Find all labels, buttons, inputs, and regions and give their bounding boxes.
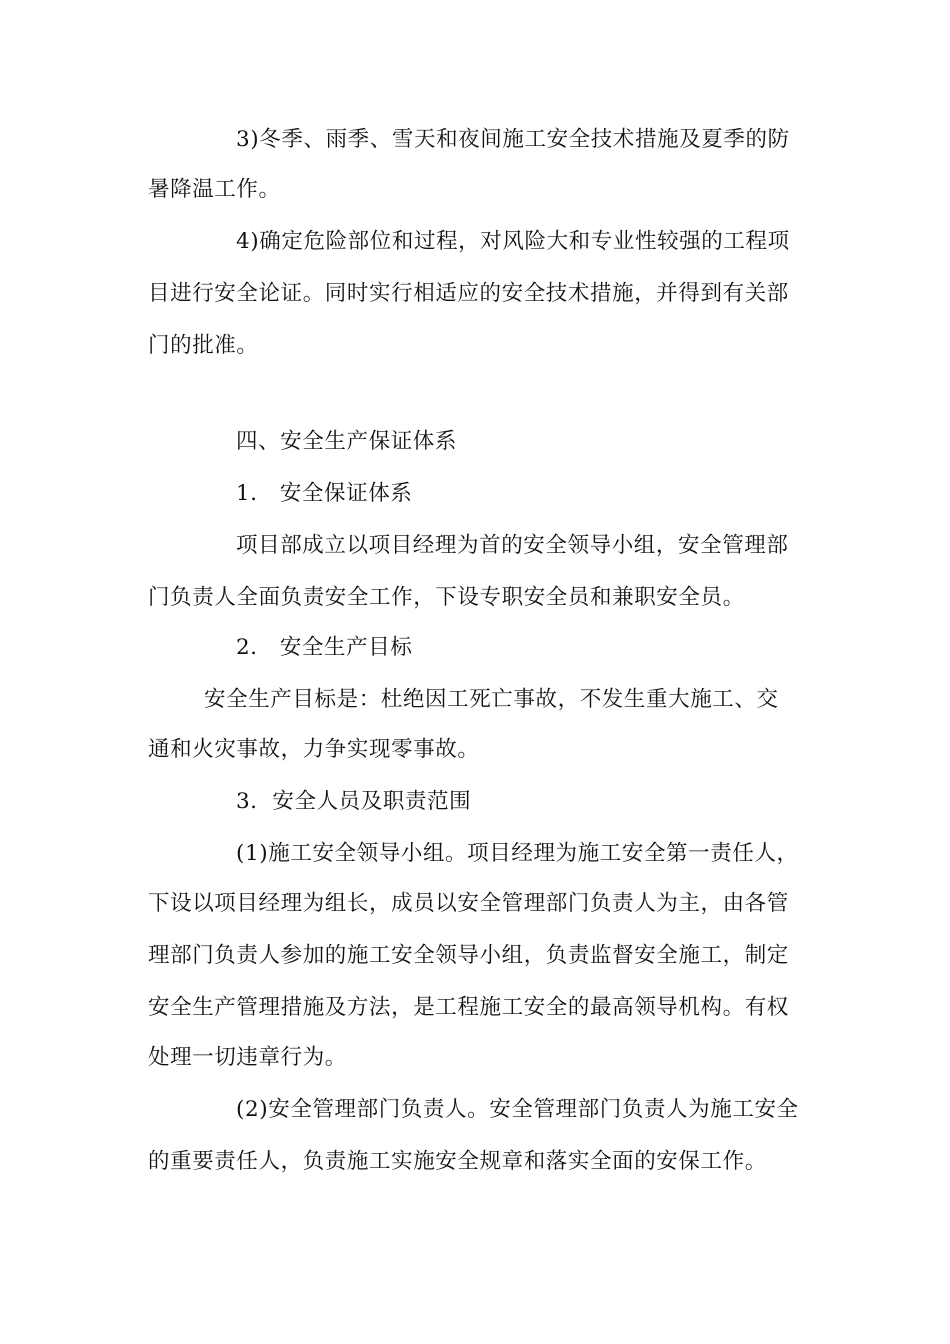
paragraph-line: (1)施工安全领导小组。项目经理为施工安全第一责任人，	[236, 841, 799, 866]
paragraph-line: 安全生产管理措施及方法，是工程施工安全的最高领导机构。有权	[148, 995, 789, 1020]
paragraph-line: 通和火灾事故，力争实现零事故。	[148, 737, 480, 762]
subsection-heading: 1． 安全保证体系	[236, 481, 413, 506]
paragraph-line: 门负责人全面负责安全工作，下设专职安全员和兼职安全员。	[148, 585, 745, 610]
subsection-heading: 3．安全人员及职责范围	[236, 789, 472, 814]
paragraph-line: 项目部成立以项目经理为首的安全领导小组，安全管理部	[236, 533, 789, 558]
paragraph-line: 3)冬季、雨季、雪天和夜间施工安全技术措施及夏季的防	[236, 127, 790, 152]
paragraph-line: 下设以项目经理为组长，成员以安全管理部门负责人为主，由各管	[148, 891, 789, 916]
section-heading: 四、安全生产保证体系	[236, 429, 458, 454]
paragraph-line: 安全生产目标是：杜绝因工死亡事故，不发生重大施工、交	[204, 687, 779, 712]
paragraph-line: (2)安全管理部门负责人。安全管理部门负责人为施工安全	[236, 1097, 799, 1122]
paragraph-line: 门的批准。	[148, 333, 259, 358]
paragraph-line: 处理一切违章行为。	[148, 1045, 347, 1070]
paragraph-line: 4)确定危险部位和过程，对风险大和专业性较强的工程项	[236, 229, 790, 254]
subsection-heading: 2． 安全生产目标	[236, 635, 413, 660]
paragraph-line: 暑降温工作。	[148, 177, 281, 202]
paragraph-line: 目进行安全论证。同时实行相适应的安全技术措施，并得到有关部	[148, 281, 789, 306]
paragraph-line: 理部门负责人参加的施工安全领导小组，负责监督安全施工，制定	[148, 943, 789, 968]
paragraph-line: 的重要责任人，负责施工实施安全规章和落实全面的安保工作。	[148, 1149, 767, 1174]
